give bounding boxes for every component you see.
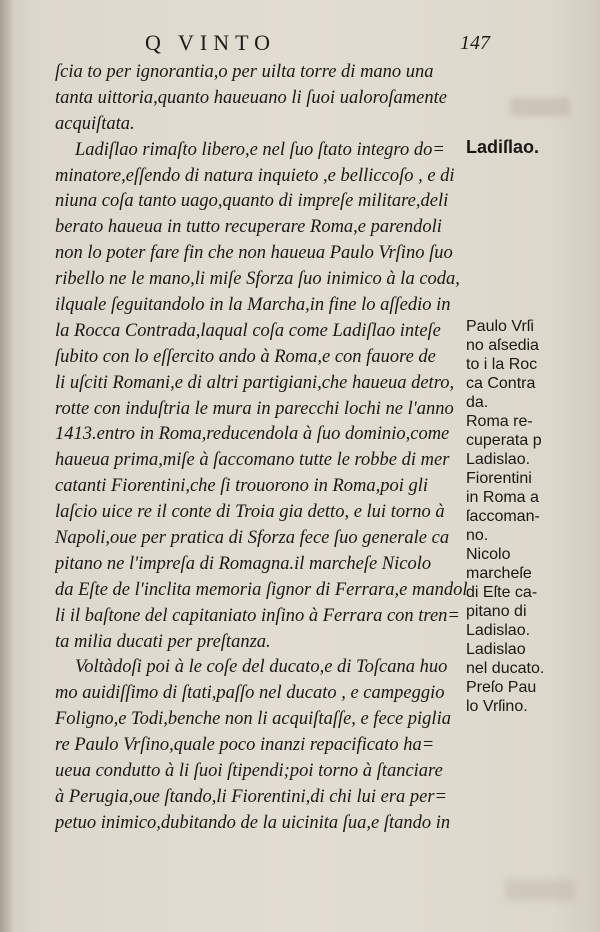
text-line: tanta uittoria,quanto haueuano li ſuoi ualoroſamente bbox=[55, 87, 447, 108]
text-line: ilquale ſeguitandolo in la Marcha,in fine lo aſſedio in bbox=[55, 295, 451, 316]
text-line: ribello ne le mano,li miſe Sforza ſuo inimico à la coda, bbox=[55, 269, 460, 290]
bleed-through-mark bbox=[510, 98, 570, 116]
margin-note: lo Vrſino. bbox=[466, 698, 528, 715]
gutter-shadow bbox=[0, 0, 14, 932]
text-line: niuna coſa tanto uago,quanto di impreſe militare,deli bbox=[55, 191, 449, 212]
margin-note: to i la Roc bbox=[466, 356, 538, 373]
text-line: laſcio uice re il conte di Troia gia detto, e lui torno à bbox=[55, 502, 445, 523]
bleed-through-mark bbox=[505, 880, 575, 900]
text-line: rotte con induſtria le mura in parecchi lochi ne l'anno bbox=[55, 398, 454, 419]
text-line: acquiſtata. bbox=[55, 113, 135, 134]
margin-note: Fiorentini bbox=[466, 470, 532, 487]
text-line: ſubito con lo eſſercito ando à Roma,e con fauore de bbox=[55, 346, 436, 367]
margin-note: ſaccoman- bbox=[466, 508, 540, 525]
text-line: ueua condutto à li ſuoi ſtipendi;poi torno à ſtanciare bbox=[55, 761, 443, 782]
text-line: ta milia ducati per preſtanza. bbox=[55, 631, 271, 652]
text-line: minatore,eſſendo di natura inquieto ,e belliccoſo , e di bbox=[55, 165, 455, 186]
text-line: 1413.entro in Roma,reducendola à ſuo dominio,come bbox=[55, 424, 450, 445]
text-line: Voltàdoſi poi à le coſe del ducato,e di Toſcana huo bbox=[75, 657, 448, 678]
text-line: re Paulo Vrſino,quale poco inanzi repacificato ha= bbox=[55, 735, 435, 756]
margin-note: Ladislao. bbox=[466, 622, 531, 639]
margin-note: di Eſte ca- bbox=[466, 584, 538, 601]
margin-note: ca Contra bbox=[466, 375, 536, 392]
text-line: à Perugia,oue ſtando,li Fiorentini,di chi lui era per= bbox=[55, 786, 448, 807]
margin-note: da. bbox=[466, 394, 489, 411]
margin-note: Preſo Pau bbox=[466, 679, 537, 696]
text-line: mo auidiſſimo di ſtati,paſſo nel ducato , e campeggio bbox=[55, 683, 445, 704]
text-line: catanti Fiorentini,che ſi trouorono in Roma,poi gli bbox=[55, 476, 429, 497]
text-line: Foligno,e Todi,benche non li acquiſtaſſe, e fece piglia bbox=[55, 709, 451, 730]
margin-note: Ladislao bbox=[466, 641, 526, 658]
margin-note: no aſsedia bbox=[466, 337, 539, 354]
margin-note: pitano di bbox=[466, 603, 527, 620]
margin-note: cuperata p bbox=[466, 432, 542, 449]
text-line: haueua prima,miſe à ſaccomano tutte le robbe di mer bbox=[55, 450, 450, 471]
margin-note: nel ducato. bbox=[466, 660, 545, 677]
margin-notes bbox=[466, 138, 596, 716]
text-line: petuo inimico,dubitando de la uicinita ſua,e ſtando in bbox=[55, 812, 451, 833]
text-line: Napoli,oue per pratica di Sforza fece ſuo generale ca bbox=[55, 528, 450, 549]
page-number: 147 bbox=[460, 32, 490, 54]
text-line: ſcia to per ignorantia,o per uilta torre di mano una bbox=[55, 62, 434, 82]
margin-note: marcheſe bbox=[466, 565, 532, 582]
margin-note: in Roma a bbox=[466, 489, 539, 506]
text-line: li uſciti Romani,e di altri partigiani,che haueua detro, bbox=[55, 372, 455, 393]
page-header bbox=[60, 30, 490, 60]
margin-note: no. bbox=[466, 527, 489, 544]
margin-note: Nicolo bbox=[466, 546, 511, 563]
margin-note: Roma re- bbox=[466, 413, 533, 430]
text-line: da Eſte de l'inclita memoria ſignor di Ferrara,e mandol bbox=[55, 579, 468, 600]
text-line: non lo poter fare fin che non haueua Paulo Vrſino ſuo bbox=[55, 243, 453, 264]
margin-note: Paulo Vrſi bbox=[466, 318, 534, 335]
text-line: la Rocca Contrada,laqual coſa come Ladiſlao inteſe bbox=[55, 320, 441, 341]
text-line: Ladiſlao rimaſto libero,e nel ſuo ſtato integro do= bbox=[75, 139, 445, 160]
text-line: berato haueua in tutto recuperare Roma,e parendoli bbox=[55, 217, 442, 238]
margin-note: Ladislao. bbox=[466, 451, 531, 468]
text-line: pitano ne l'impreſa di Romagna.il marcheſe Nicolo bbox=[55, 553, 432, 574]
running-head: Q VINTO bbox=[145, 30, 277, 55]
margin-note: Ladiſlao. bbox=[466, 137, 540, 157]
text-line: li il baſtone del capitaniato inſino à Ferrara con tren= bbox=[55, 605, 460, 626]
main-text-block bbox=[55, 60, 475, 837]
